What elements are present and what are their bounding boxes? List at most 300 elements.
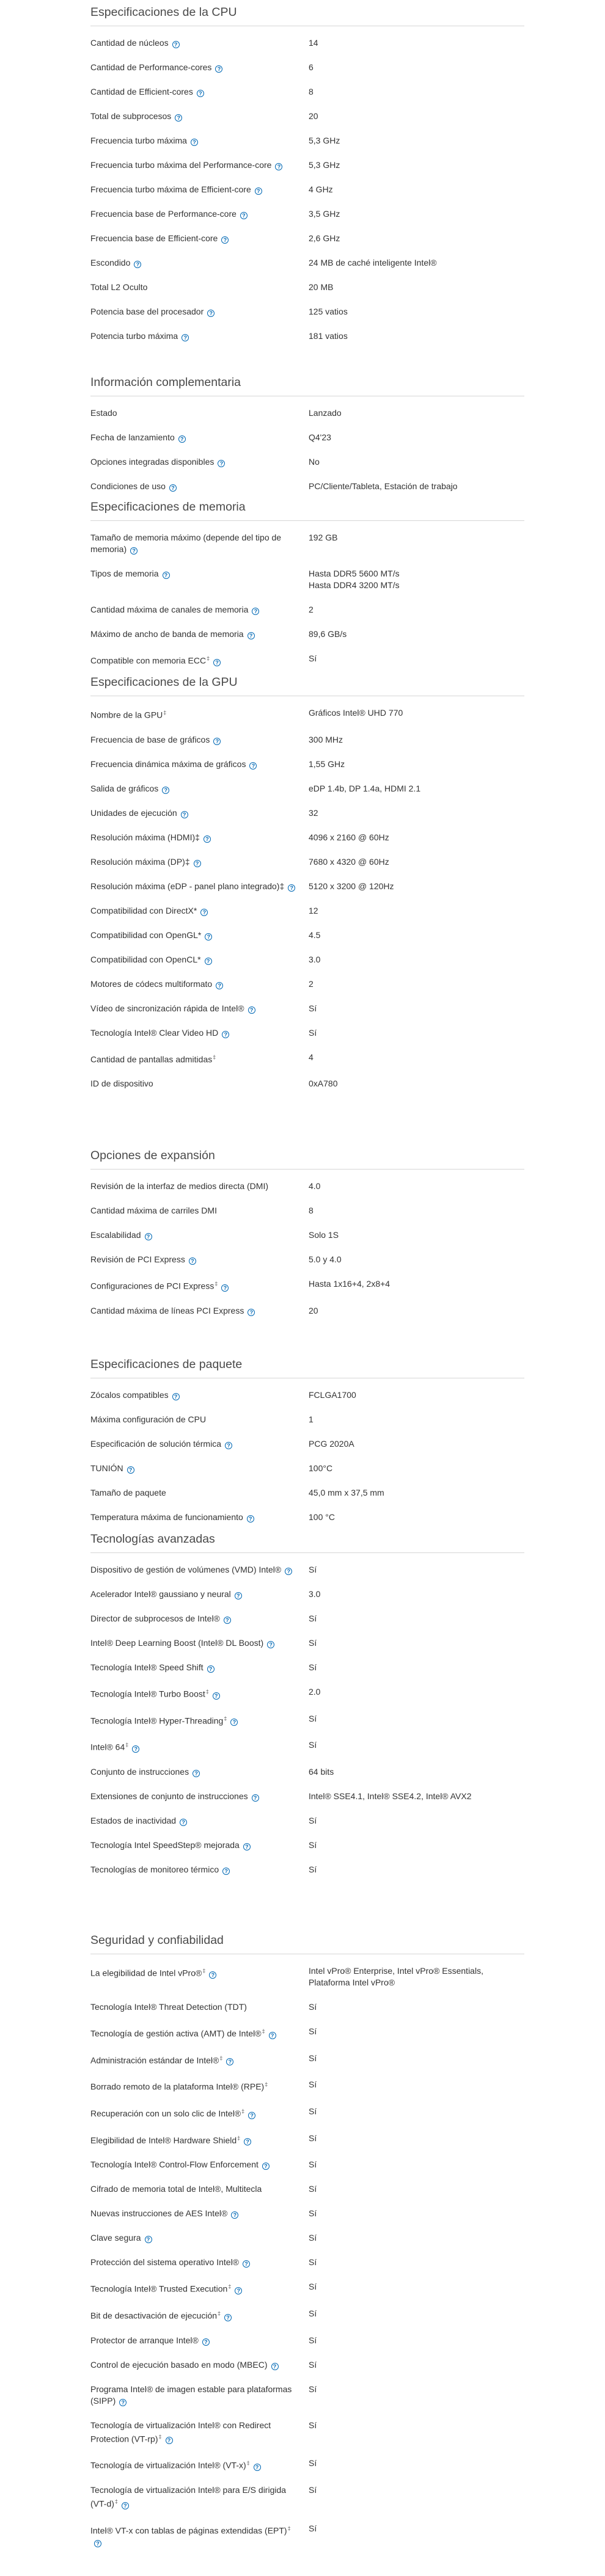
spec-row-unidades-de-ejecucion — [90, 807, 524, 819]
footnote-mark: ‡ — [262, 2028, 265, 2034]
info-tooltip-icon[interactable]: ? — [205, 958, 212, 965]
spec-label: Frecuencia turbo máxima del Performance-core — [90, 160, 272, 170]
spec-row-potencia-turbo-maxima — [90, 330, 524, 342]
spec-value: Sí — [309, 2384, 317, 2394]
spec-label: Nuevas instrucciones de AES Intel® — [90, 2208, 228, 2219]
spec-row-cantidad-de-nucleos — [90, 37, 524, 49]
spec-label-cell — [90, 2335, 309, 2346]
section-title: Especificaciones de la CPU — [90, 5, 524, 26]
info-tooltip-icon[interactable]: ? — [243, 1843, 251, 1850]
spec-label-cell — [90, 2458, 309, 2472]
spec-label: Resolución máxima (DP)‡ — [90, 856, 190, 867]
spec-row-temperatura-maxima-de-funcionamiento — [90, 1512, 524, 1523]
info-tooltip-icon[interactable]: ? — [166, 2437, 173, 2444]
spec-label: Cantidad de Performance-cores — [90, 62, 212, 72]
spec-row-total-l2-oculto — [90, 282, 524, 293]
info-tooltip-icon[interactable]: ? — [216, 982, 223, 989]
spec-value: Sí — [309, 1864, 317, 1874]
spec-label-cell — [90, 568, 309, 580]
info-tooltip-icon[interactable]: ? — [213, 659, 221, 666]
spec-label: Máxima configuración de CPU — [90, 1414, 207, 1424]
spec-row-nuevas-instrucciones-de-aes-intel — [90, 2208, 524, 2219]
spec-value: Sí — [309, 2026, 317, 2036]
info-tooltip-icon[interactable]: ? — [222, 1031, 229, 1038]
info-tooltip-icon[interactable]: ? — [194, 860, 201, 867]
info-tooltip-icon[interactable]: ? — [243, 2260, 250, 2268]
spec-label: Borrado remoto de la plataforma Intel® (RPE) — [90, 2081, 265, 2092]
spec-label: Intel® VT-x con tablas de páginas extendidas (EPT) — [90, 2525, 287, 2536]
info-tooltip-icon[interactable]: ? — [252, 1794, 259, 1802]
footnote-mark: ‡ — [287, 2525, 291, 2531]
spec-row-maxima-configuracion-de-cpu — [90, 1414, 524, 1425]
spec-value: Sí — [309, 1565, 317, 1574]
spec-label-cell — [90, 1003, 309, 1014]
spec-row-tecnologia-de-virtualizacion-intel-vt-x — [90, 2458, 524, 2472]
spec-label: Tecnología Intel® Hyper-Threading — [90, 1716, 224, 1726]
info-tooltip-icon[interactable]: ? — [132, 1745, 139, 1753]
info-tooltip-icon[interactable]: ? — [235, 2287, 242, 2294]
spec-label: Tamaño de paquete — [90, 1488, 166, 1497]
spec-value: Sí — [309, 2359, 317, 2370]
footnote-mark: ‡ — [228, 2283, 232, 2290]
spec-label: Frecuencia dinámica máxima de gráficos — [90, 759, 246, 769]
spec-label: Fecha de lanzamiento — [90, 432, 175, 442]
spec-label: Tecnología de gestión activa (AMT) de Intel® — [90, 2028, 262, 2039]
info-tooltip-icon[interactable]: ? — [248, 632, 255, 639]
spec-value: 1,55 GHz — [309, 759, 345, 769]
spec-label-cell — [90, 2053, 309, 2067]
spec-row-resolucion-maxima-edp-panel-plano-integrado — [90, 881, 524, 892]
spec-label: Estado — [90, 408, 117, 418]
section-especificaciones-de-la-cpu — [90, 5, 524, 342]
spec-row-programa-intel-de-imagen-estable-para-plataforma — [90, 2384, 524, 2407]
info-tooltip-icon[interactable]: ? — [285, 1568, 292, 1575]
spec-label-cell — [90, 2026, 309, 2040]
spec-row-frecuencia-turbo-maxima-del-performance-core — [90, 159, 524, 171]
spec-label-cell — [90, 306, 309, 318]
spec-value: Sí — [309, 2420, 317, 2430]
spec-row-id-de-dispositivo — [90, 1078, 524, 1090]
spec-value: Sí — [309, 2233, 317, 2243]
spec-row-video-de-sincronizacion-rapida-de-intel — [90, 1003, 524, 1014]
spec-label-cell — [90, 1438, 309, 1450]
spec-row-acelerador-intel-gaussiano-y-neural — [90, 1588, 524, 1600]
footnote-mark: ‡ — [224, 1715, 227, 1722]
spec-value: Sí — [309, 2053, 317, 2063]
info-tooltip-icon[interactable]: ? — [267, 1641, 274, 1648]
spec-row-frecuencia-de-base-de-graficos — [90, 734, 524, 746]
info-tooltip-icon[interactable]: ? — [213, 738, 221, 745]
section-title: Opciones de expansión — [90, 1148, 524, 1170]
spec-value: Sí — [309, 1614, 317, 1623]
spec-label-cell — [90, 2079, 309, 2093]
spec-row-condiciones-de-uso — [90, 481, 524, 492]
spec-label-cell — [90, 1181, 309, 1192]
info-tooltip-icon[interactable]: ? — [172, 41, 180, 48]
spec-row-total-de-subprocesos — [90, 111, 524, 122]
footnote-mark: ‡ — [241, 2108, 245, 2114]
spec-label: Máximo de ancho de banda de memoria — [90, 629, 244, 639]
spec-label: Tecnología Intel® Turbo Boost — [90, 1689, 205, 1699]
spec-label-cell — [90, 2183, 309, 2195]
spec-row-elegibilidad-de-intel-hardware-shield — [90, 2133, 524, 2147]
spec-row-cantidad-maxima-de-canales-de-memoria — [90, 604, 524, 616]
spec-label: Tecnología Intel® Control-Flow Enforcement — [90, 2159, 258, 2170]
info-tooltip-icon[interactable]: ? — [213, 1692, 220, 1700]
info-tooltip-icon[interactable]: ? — [180, 1819, 187, 1826]
spec-value: Sí — [309, 1638, 317, 1648]
spec-label-cell — [90, 1078, 309, 1090]
footnote-mark: ‡ — [218, 2310, 221, 2316]
spec-value: 5.0 y 4.0 — [309, 1254, 342, 1264]
info-tooltip-icon[interactable]: ? — [247, 1515, 254, 1523]
spec-label: Extensiones de conjunto de instrucciones — [90, 1791, 248, 1801]
spec-label-cell — [90, 628, 309, 640]
spec-row-compatible-con-memoria-ecc — [90, 653, 524, 667]
spec-label-cell — [90, 1389, 309, 1401]
spec-row-cantidad-de-performance-cores — [90, 62, 524, 73]
info-tooltip-icon[interactable]: ? — [127, 1466, 134, 1474]
spec-label: Opciones integradas disponibles — [90, 457, 215, 467]
info-tooltip-icon[interactable]: ? — [224, 2314, 232, 2321]
spec-label-cell — [90, 1027, 309, 1039]
info-tooltip-icon[interactable]: ? — [207, 1665, 215, 1673]
section-title: Especificaciones de la GPU — [90, 675, 524, 696]
spec-row-frecuencia-base-de-performance-core — [90, 208, 524, 220]
spec-value: PCG 2020A — [309, 1439, 354, 1449]
spec-label: Resolución máxima (eDP - panel plano integrado)‡ — [90, 881, 285, 891]
spec-value: 100°C — [309, 1463, 333, 1473]
spec-label: Elegibilidad de Intel® Hardware Shield — [90, 2135, 237, 2145]
spec-label-cell — [90, 1278, 309, 1292]
spec-value: Sí — [309, 2282, 317, 2292]
info-tooltip-icon[interactable]: ? — [207, 310, 215, 317]
spec-label-cell — [90, 1839, 309, 1851]
spec-label-cell — [90, 1965, 309, 1979]
spec-value: 64 bits — [309, 1766, 334, 1777]
footnote-mark: ‡ — [215, 1281, 218, 1287]
footnote-mark: ‡ — [265, 2081, 268, 2088]
info-tooltip-icon[interactable]: ? — [193, 1770, 200, 1777]
spec-value: 8 — [309, 87, 314, 96]
spec-value: 20 MB — [309, 282, 334, 292]
footnote-mark: ‡ — [205, 1689, 209, 1695]
info-tooltip-icon[interactable]: ? — [145, 2236, 152, 2243]
spec-label-cell — [90, 1487, 309, 1499]
info-tooltip-icon[interactable]: ? — [215, 65, 222, 73]
spec-row-frecuencia-turbo-maxima — [90, 135, 524, 147]
spec-row-maximo-de-ancho-de-banda-de-memoria — [90, 628, 524, 640]
spec-row-administracion-estandar-de-intel — [90, 2053, 524, 2067]
spec-label: Tamaño de memoria máximo (depende del tipo de memoria) — [90, 533, 282, 554]
info-tooltip-icon[interactable]: ? — [202, 2338, 210, 2346]
info-tooltip-icon[interactable]: ? — [240, 212, 248, 219]
spec-label: Vídeo de sincronización rápida de Intel® — [90, 1003, 244, 1013]
spec-label-cell — [90, 905, 309, 917]
info-tooltip-icon[interactable]: ? — [122, 2502, 129, 2509]
spec-value: Gráficos Intel® UHD 770 — [309, 708, 403, 718]
spec-label: Compatible con memoria ECC — [90, 655, 207, 666]
spec-row-protector-de-arranque-intel — [90, 2335, 524, 2346]
spec-label: Cantidad máxima de carriles DMI — [90, 1206, 217, 1215]
spec-label-cell — [90, 2208, 309, 2219]
info-tooltip-icon[interactable]: ? — [254, 2464, 261, 2471]
spec-value: Hasta DDR5 5600 MT/s Hasta DDR4 3200 MT/s — [309, 569, 400, 590]
spec-value: Solo 1S — [309, 1230, 339, 1240]
spec-label-cell — [90, 257, 309, 269]
spec-label-cell — [90, 407, 309, 419]
info-tooltip-icon[interactable]: ? — [271, 2363, 279, 2370]
info-tooltip-icon[interactable]: ? — [178, 435, 186, 443]
spec-value: No — [309, 457, 320, 467]
spec-label-cell — [90, 2308, 309, 2322]
spec-label: Configuraciones de PCI Express — [90, 1281, 215, 1291]
spec-label-cell — [90, 233, 309, 244]
footnote-mark: ‡ — [125, 1742, 129, 1748]
spec-label-cell — [90, 1864, 309, 1876]
info-tooltip-icon[interactable]: ? — [130, 547, 138, 555]
spec-row-intel-deep-learning-boost-intel-dl-boost — [90, 1637, 524, 1649]
spec-label-cell — [90, 37, 309, 49]
info-tooltip-icon[interactable]: ? — [249, 762, 257, 770]
spec-value: Sí — [309, 2308, 317, 2318]
spec-label-cell — [90, 707, 309, 721]
spec-value: 5,3 GHz — [309, 136, 340, 145]
info-tooltip-icon[interactable]: ? — [230, 1719, 238, 1726]
footnote-mark: ‡ — [219, 2054, 223, 2061]
info-tooltip-icon[interactable]: ? — [172, 1393, 180, 1400]
spec-label: Zócalos compatibles — [90, 1390, 169, 1400]
spec-label-cell — [90, 807, 309, 819]
spec-value: PC/Cliente/Tableta, Estación de trabajo — [309, 481, 458, 491]
info-tooltip-icon[interactable]: ? — [275, 163, 282, 170]
spec-label-cell — [90, 1637, 309, 1649]
spec-label-cell — [90, 759, 309, 770]
spec-value: 3.0 — [309, 1589, 321, 1599]
spec-label-cell — [90, 856, 309, 868]
spec-value: 45,0 mm x 37,5 mm — [309, 1488, 384, 1497]
spec-value: 4 GHz — [309, 184, 333, 194]
spec-label: Escalabilidad — [90, 1230, 141, 1240]
section-tecnologias-avanzadas — [90, 1532, 524, 1876]
spec-row-resolucion-maxima-dp — [90, 856, 524, 868]
info-tooltip-icon[interactable]: ? — [209, 1971, 216, 1979]
spec-label: La elegibilidad de Intel vPro® — [90, 1968, 202, 1978]
spec-label-cell — [90, 2384, 309, 2407]
info-tooltip-icon[interactable]: ? — [221, 1284, 229, 1292]
spec-value: 125 vatios — [309, 307, 348, 316]
info-tooltip-icon[interactable]: ? — [163, 572, 170, 579]
spec-label: Tecnología de virtualización Intel® con Redirect Protection (VT-rp) — [90, 2420, 271, 2444]
spec-row-revision-de-la-interfaz-de-medios-directa-dmi — [90, 1181, 524, 1192]
spec-label: Compatibilidad con DirectX* — [90, 905, 197, 915]
spec-label: Control de ejecución basado en modo (MBEC) — [90, 2359, 268, 2370]
spec-label-cell — [90, 2106, 309, 2120]
info-tooltip-icon[interactable]: ? — [191, 139, 198, 146]
spec-label: Cifrado de memoria total de Intel®, Multitecla — [90, 2184, 262, 2194]
info-tooltip-icon[interactable]: ? — [204, 835, 211, 843]
info-tooltip-icon[interactable]: ? — [175, 114, 182, 122]
spec-value: 4.5 — [309, 930, 321, 940]
section-title: Seguridad y confiabilidad — [90, 1933, 524, 1954]
spec-row-cifrado-de-memoria-total-de-intel-multitecla — [90, 2183, 524, 2195]
spec-label-cell — [90, 832, 309, 843]
info-tooltip-icon[interactable]: ? — [134, 261, 141, 268]
spec-label-cell — [90, 2001, 309, 2013]
spec-value: 1 — [309, 1414, 314, 1424]
spec-row-recuperacion-con-un-solo-clic-de-intel — [90, 2106, 524, 2120]
spec-label-cell — [90, 330, 309, 342]
spec-label: Potencia turbo máxima — [90, 331, 178, 341]
spec-row-proteccion-del-sistema-operativo-intel — [90, 2257, 524, 2268]
spec-row-tecnologia-de-gestion-activa-amt-de-intel — [90, 2026, 524, 2040]
spec-row-fecha-de-lanzamiento — [90, 432, 524, 443]
info-tooltip-icon[interactable]: ? — [145, 1233, 152, 1240]
info-tooltip-icon[interactable]: ? — [226, 2058, 233, 2065]
spec-label-cell — [90, 783, 309, 795]
spec-label-cell — [90, 2359, 309, 2371]
spec-value: 12 — [309, 905, 318, 915]
spec-label-cell — [90, 1463, 309, 1474]
footnote-mark: ‡ — [114, 2498, 118, 2505]
spec-label-cell — [90, 208, 309, 220]
spec-label-cell — [90, 62, 309, 73]
info-tooltip-icon[interactable]: ? — [200, 909, 208, 916]
info-tooltip-icon[interactable]: ? — [224, 1617, 231, 1624]
spec-row-motores-de-codecs-multiformato — [90, 978, 524, 990]
info-tooltip-icon[interactable]: ? — [222, 1868, 230, 1875]
spec-value: 5120 x 3200 @ 120Hz — [309, 881, 394, 891]
spec-label-cell — [90, 159, 309, 171]
spec-label-cell — [90, 1512, 309, 1523]
spec-label: Revisión de PCI Express — [90, 1254, 185, 1264]
spec-label: Tecnología Intel SpeedStep® mejorada — [90, 1839, 240, 1850]
spec-label-cell — [90, 2484, 309, 2510]
spec-label-cell — [90, 2133, 309, 2147]
spec-value: Intel® SSE4.1, Intel® SSE4.2, Intel® AVX2 — [309, 1791, 472, 1801]
footnote-mark: ‡ — [163, 710, 167, 716]
spec-label-cell — [90, 1791, 309, 1802]
spec-value: Sí — [309, 2159, 317, 2170]
spec-value: Sí — [309, 2484, 317, 2495]
spec-value: 100 °C — [309, 1512, 335, 1522]
spec-value: 3.0 — [309, 954, 321, 964]
spec-value: Sí — [309, 1740, 317, 1750]
info-tooltip-icon[interactable]: ? — [225, 1442, 232, 1449]
info-tooltip-icon[interactable]: ? — [169, 484, 177, 492]
info-tooltip-icon[interactable]: ? — [94, 2540, 101, 2547]
spec-label: TUNIÓN — [90, 1463, 123, 1473]
spec-value: 0xA780 — [309, 1079, 338, 1089]
spec-value: Lanzado — [309, 408, 342, 418]
info-tooltip-icon[interactable]: ? — [252, 608, 259, 615]
spec-row-tamano-de-memoria-maximo-depende-del-tipo-de-mem — [90, 532, 524, 555]
spec-label: Frecuencia turbo máxima de Efficient-core — [90, 184, 251, 194]
info-tooltip-icon[interactable]: ? — [244, 2138, 251, 2145]
spec-row-tecnologia-intel-turbo-boost — [90, 1686, 524, 1700]
info-tooltip-icon[interactable]: ? — [235, 1592, 242, 1599]
info-tooltip-icon[interactable]: ? — [182, 334, 189, 341]
spec-label-cell — [90, 1739, 309, 1753]
section-title: Tecnologías avanzadas — [90, 1532, 524, 1553]
info-tooltip-icon[interactable]: ? — [162, 787, 169, 794]
spec-label: Resolución máxima (HDMI)‡ — [90, 832, 200, 842]
spec-label: Intel® Deep Learning Boost (Intel® DL Boost) — [90, 1638, 264, 1648]
spec-row-director-de-subprocesos-de-intel — [90, 1613, 524, 1625]
info-tooltip-icon[interactable]: ? — [181, 811, 188, 818]
spec-value: Sí — [309, 2079, 317, 2090]
spec-label-cell — [90, 1052, 309, 1066]
spec-label: Salida de gráficos — [90, 783, 159, 793]
spec-label-cell — [90, 481, 309, 492]
spec-row-estados-de-inactividad — [90, 1815, 524, 1827]
spec-label: Clave segura — [90, 2233, 141, 2243]
spec-label-cell — [90, 881, 309, 892]
spec-row-tipos-de-memoria — [90, 568, 524, 591]
spec-value: 4096 x 2160 @ 60Hz — [309, 832, 389, 842]
spec-label-cell — [90, 184, 309, 195]
spec-value: Sí — [309, 1713, 317, 1723]
spec-label-cell — [90, 1564, 309, 1576]
spec-label-cell — [90, 1713, 309, 1727]
spec-row-tecnologia-intel-hyper-threading — [90, 1713, 524, 1727]
spec-value: Hasta 1x16+4, 2x8+4 — [309, 1279, 391, 1289]
info-tooltip-icon[interactable]: ? — [221, 236, 229, 244]
spec-label: Protección del sistema operativo Intel® — [90, 2257, 239, 2268]
spec-value: 192 GB — [309, 533, 338, 542]
spec-value: 7680 x 4320 @ 60Hz — [309, 856, 389, 867]
spec-row-tecnologia-intel-speed-shift — [90, 1662, 524, 1673]
info-tooltip-icon[interactable]: ? — [255, 187, 262, 195]
info-tooltip-icon[interactable]: ? — [119, 2399, 127, 2406]
spec-value: Sí — [309, 2133, 317, 2143]
info-tooltip-icon[interactable]: ? — [269, 2032, 276, 2039]
info-tooltip-icon[interactable]: ? — [248, 2112, 255, 2119]
spec-row-cantidad-maxima-de-carriles-dmi — [90, 1205, 524, 1217]
spec-label-cell — [90, 954, 309, 966]
spec-label: Intel® 64 — [90, 1742, 125, 1752]
spec-row-borrado-remoto-de-la-plataforma-intel-rpe — [90, 2079, 524, 2093]
info-tooltip-icon[interactable]: ? — [189, 1257, 196, 1265]
spec-row-tecnologias-de-monitoreo-termico — [90, 1864, 524, 1876]
info-tooltip-icon[interactable]: ? — [197, 90, 204, 97]
info-tooltip-icon[interactable]: ? — [218, 460, 225, 467]
spec-label: Escondido — [90, 258, 131, 267]
spec-value: 4.0 — [309, 1181, 321, 1191]
spec-label-cell — [90, 2159, 309, 2170]
info-tooltip-icon[interactable]: ? — [248, 1006, 255, 1014]
info-tooltip-icon[interactable]: ? — [205, 933, 212, 941]
info-tooltip-icon[interactable]: ? — [248, 1309, 255, 1316]
spec-label-cell — [90, 2281, 309, 2295]
footnote-mark: ‡ — [246, 2460, 250, 2467]
spec-row-escalabilidad — [90, 1229, 524, 1241]
spec-row-extensiones-de-conjunto-de-instrucciones — [90, 1791, 524, 1802]
spec-label: Frecuencia de base de gráficos — [90, 734, 210, 744]
footnote-mark: ‡ — [213, 1053, 216, 1060]
spec-row-frecuencia-base-de-efficient-core — [90, 233, 524, 244]
spec-label: Tecnología Intel® Threat Detection (TDT) — [90, 2002, 247, 2012]
spec-label-cell — [90, 1205, 309, 1217]
spec-row-compatibilidad-con-opencl — [90, 954, 524, 966]
spec-value: Intel vPro® Enterprise, Intel vPro® Essentials, Plataforma Intel vPro® — [309, 1966, 483, 1987]
info-tooltip-icon[interactable]: ? — [288, 884, 295, 892]
info-tooltip-icon[interactable]: ? — [262, 2163, 270, 2170]
info-tooltip-icon[interactable]: ? — [231, 2211, 238, 2219]
spec-value: Sí — [309, 2184, 317, 2194]
spec-row-intel-64 — [90, 1739, 524, 1753]
spec-label-cell — [90, 1588, 309, 1600]
